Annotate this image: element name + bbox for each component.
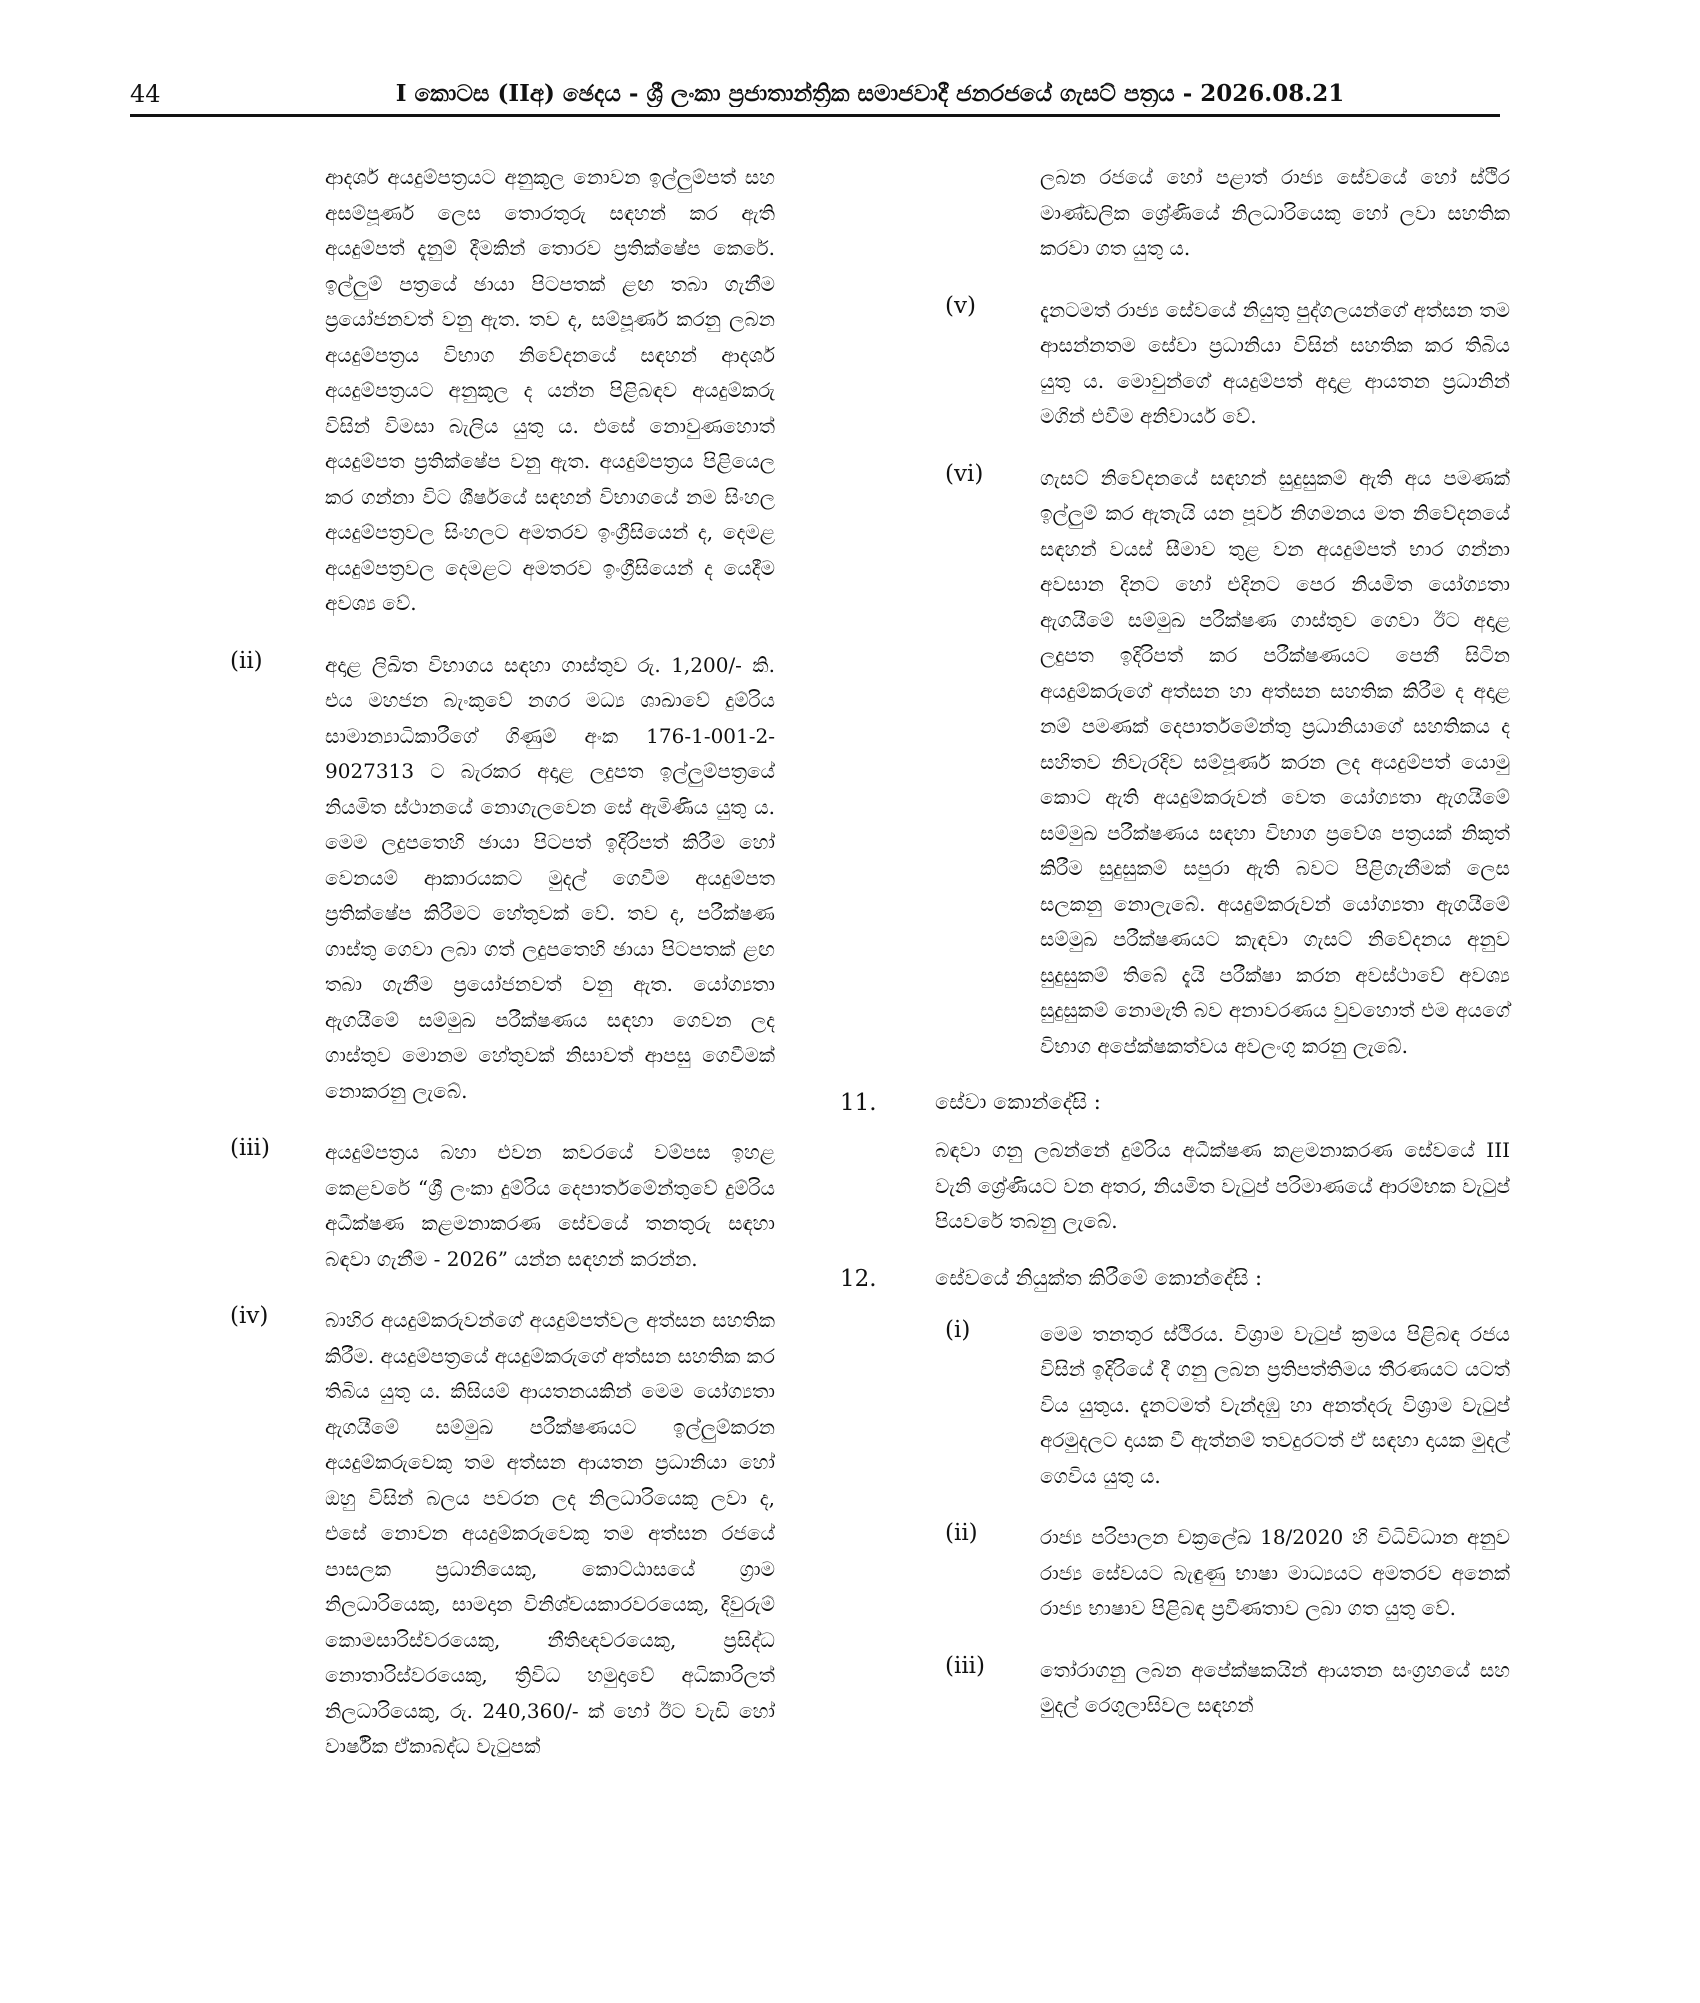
list-item-v	[945, 293, 1510, 435]
left-column	[230, 160, 775, 1791]
list-item-12-ii	[945, 1520, 1510, 1627]
list-item-ii	[230, 648, 775, 1110]
item-number: (iv)	[230, 1303, 269, 1329]
left-intro-paragraph	[230, 160, 775, 622]
section-number: 12.	[840, 1265, 877, 1292]
paragraph-text: ආදර්ශ අයදුම්පත්‍රයට අනුකූල නොවන ඉල්ලුම්පත් සහ අසම්පූර්ණ ලෙස තොරතුරු සඳහන් කර ඇති අයදුම්පත් දැනුම් දීමකින් තොරව ප්‍රතික්ෂේප කෙරේ. ඉල්ලුම් පත්‍රයේ ඡායා පිටපතක් ළඟ තබා ගැනීම ප්‍රයෝජනවත් වනු ඇත. තව ද, සම්පූර්ණ කරනු ලබන අයදුම්පත්‍රය විභාග නිවේදනයේ සඳහන් ආදර්ශ අයදුම්පත්‍රයට අනුකූල ද යන්න පිළිබඳව අයදුම්කරු විසින් විමසා බැලිය යුතු ය. එසේ නොවුණහොත් අයදුම්පත ප්‍රතික්ෂේප වනු ඇත. අයදුම්පත්‍රය පිළියෙල කර ගන්නා විට ශීර්ෂයේ සඳහන් විභාගයේ නම සිංහල අයදුම්පත්‍රවල සිංහලට අමතරව ඉංග්‍රීසියෙන් ද, දෙමළ අයදුම්පත්‍රවල දෙමළට අමතරව ඉංග්‍රීසියෙන් ද යෙදීම අවශ්‍ය වේ.	[325, 165, 775, 615]
list-item-12-i	[945, 1317, 1510, 1495]
right-intro-paragraph	[1040, 160, 1510, 267]
item-text: රාජ්‍ය පරිපාලන චක්‍රලේඛ 18/2020 හි විධිවිධාන අනුව රාජ්‍ය සේවයට බැඳුණු භාෂා මාධ්‍යයට අමතරව අනෙක් රාජ්‍ය භාෂාව පිළිබඳ ප්‍රවීණතාව ලබා ගත යුතු වේ.	[1040, 1525, 1510, 1620]
section-11	[840, 1090, 1510, 1240]
section-title: සේවා කොන්දේසි :	[935, 1090, 1101, 1114]
item-text: ගැසට් නිවේදනයේ සඳහන් සුදුසුකම් ඇති අය පමණක් ඉල්ලුම් කර ඇතැයි යන පූර්ව නිගමනය මත නිවේදනයේ සඳහන් වයස් සීමාව තුළ වන අයදුම්පත් භාර ගන්නා අවසාන දිනට හෝ එදිනට පෙර නියමිත යෝග්‍යතා ඇගයීමේ සම්මුඛ පරීක්ෂණ ගාස්තුව ගෙවා ඊට අදාළ ලදුපත ඉදිරිපත් කර පරීක්ෂණයට පෙනී සිටින අයදුම්කරුගේ අත්සන හා අත්සන සහතික කිරීම ද අදාළ නම් පමණක් දෙපාර්තමේන්තු ප්‍රධානියාගේ සහතිකය ද සහිතව නිවැරදිව සම්පූර්ණ කරන ලද අයදුම්පත් යොමු කොට ඇති අයදුම්කරුවන් වෙත යෝග්‍යතා ඇගයීමේ සම්මුඛ පරීක්ෂණය සඳහා විභාග ප්‍රවේශ පත්‍රයක් නිකුත් කිරීම සුදුසුකම් සපුරා ඇති බවට පිළිගැනීමක් ලෙස සලකනු නොලැබේ. අයදුම්කරුවන් යෝග්‍යතා ඇගයීමේ සම්මුඛ පරීක්ෂණයට කැඳවා ගැසට් නිවේදනය අනුව සුදුසුකම් තිබේ දැයි පරීක්ෂා කරන අවස්ථාවේ අවශ්‍ය සුදුසුකම් නොමැති බව අනාවරණය වුවහොත් එම අයගේ විභාග අපේක්ෂකත්වය අවලංගු කරනු ලැබේ.	[1040, 465, 1510, 1058]
section-text: බඳවා ගනු ලබන්නේ දුම්රිය අධීක්ෂණ කළමනාකරණ සේවයේ III වැනි ශ්‍රේණියට වන අතර, නියමිත වැටුප් පරිමාණයේ ආරම්භක වැටුප් පියවරේ තබනු ලැබේ.	[935, 1138, 1510, 1233]
list-item-iv	[230, 1303, 775, 1765]
item-number: (iii)	[230, 1135, 271, 1161]
section-12	[840, 1266, 1510, 1291]
item-number: (ii)	[945, 1520, 978, 1546]
paragraph-text: ලබන රජයේ හෝ පළාත් රාජ්‍ය සේවයේ හෝ ස්ථිර මාණ්ඩලික ශ්‍රේණියේ නිලධාරියෙකු හෝ ලවා සහතික කරවා ගත යුතු ය.	[1040, 165, 1510, 260]
item-number: (vi)	[945, 460, 984, 487]
item-number: (iii)	[945, 1652, 986, 1679]
list-item-vi	[945, 461, 1510, 1065]
item-text: තෝරාගනු ලබන අපේක්ෂකයින් ආයතන සංග්‍රහයේ සහ මුදල් රෙගුලාසිවල සඳහන්	[1040, 1657, 1510, 1717]
item-text: දැනටමත් රාජ්‍ය සේවයේ නියුතු පුද්ගලයන්ගේ අත්සන තම ආසන්නතම සේවා ප්‍රධානියා විසින් සහතික කර තිබිය යුතු ය. මොවුන්ගේ අයදුම්පත් අදාළ ආයතන ප්‍රධානින් මගින් එවීම අනිවාර්ය වේ.	[1040, 297, 1510, 428]
item-text: බාහිර අයදුම්කරුවන්ගේ අයදුම්පත්වල අත්සන සහතික කිරීම. අයදුම්පත්‍රයේ අයදුම්කරුගේ අත්සන සහතික කර තිබිය යුතු ය. කිසියම් ආයතනයකින් මෙම යෝග්‍යතා ඇගයීමේ සම්මුඛ පරීක්ෂණයට ඉල්ලුම්කරන අයදුම්කරුවෙකු තම අත්සන ආයතන ප්‍රධානියා හෝ ඔහු විසින් බලය පවරන ලද නිලධාරියෙකු ලවා ද, එසේ නොවන අයදුම්කරුවෙකු තම අත්සන රජයේ පාසලක ප්‍රධානියෙකු, කොට්ඨාසයේ ග්‍රාම නිලධාරියෙකු, සාමදාන විනිශ්චයකාරවරයෙකු, දිවුරුම් කොමසාරිස්වරයෙකු, නීතිඥවරයෙකු, ප්‍රසිද්ධ නොතාරිස්වරයෙකු, ත්‍රිවිධ හමුදාවේ අධිකාරිලත් නිලධාරියෙකු, රු. 240,360/- ක් හෝ ඊට වැඩි හෝ වාර්ෂික ඒකාබද්ධ වැටුපක්	[325, 1308, 775, 1758]
section-title: සේවයේ නියුක්ත කිරීමේ කොන්දේසි :	[935, 1265, 1263, 1290]
item-text: අදාළ ලිඛිත විභාගය සඳහා ගාස්තුව රු. 1,200/- කි. එය මහජන බැංකුවේ නගර මධ්‍ය ශාඛාවේ දුම්රිය සාමාන්‍යාධිකාරීගේ ගිණුම් අංක 176-1-001-2-9027313 ට බැරකර අදාළ ලදුපත ඉල්ලුම්පත්‍රයේ නියමිත ස්ථානයේ නොගැලවෙන සේ ඇමිණිය යුතු ය. මෙම ලදුපතෙහි ඡායා පිටපත් ඉදිරිපත් කිරීම හෝ වෙනයම් ආකාරයකට මුදල් ගෙවීම අයදුම්පත ප්‍රතික්ෂේප කිරීමට හේතුවක් වේ. තව ද, පරීක්ෂණ ගාස්තු ගෙවා ලබා ගත් ලදුපතෙහි ඡායා පිටපතක් ළඟ තබා ගැනීම ප්‍රයෝජනවත් වනු ඇත. යෝග්‍යතා ඇගයීමේ සම්මුඛ පරීක්ෂණය සඳහා ගෙවන ලද ගාස්තුව මොනම හේතුවක් නිසාවත් ආපසු ගෙවීමක් නොකරනු ලැබේ.	[325, 652, 775, 1103]
gazette-header-title: I කොටස (IIඅ) ඡෙදය - ශ්‍රී ලංකා ප්‍රජාතාන්ත්‍රික සමාජවාදී ජනරජයේ ගැසට් පත්‍රය - 2026.08.21	[395, 80, 1345, 107]
item-number: (ii)	[230, 647, 263, 674]
page-number: 44	[130, 80, 161, 108]
item-text: අයදුම්පත්‍රය බහා එවන කවරයේ වම්පස ඉහළ කෙළවරේ “ශ්‍රී ලංකා දුම්රිය දෙපාර්තමේන්තුවේ දුම්රිය අධීක්ෂණ කළමනාකරණ සේවයේ තනතුරු සඳහා බඳවා ගැනීම - 2026” යන්න සඳහන් කරන්න.	[325, 1140, 775, 1271]
list-item-12-iii	[945, 1653, 1510, 1724]
header-divider	[130, 114, 1500, 117]
list-item-iii	[230, 1135, 775, 1277]
item-text: මෙම තනතුර ස්ථිරය. විශ්‍රාම වැටුප් ක්‍රමය පිළිබඳ රජය විසින් ඉදිරියේ දී ගනු ලබන ප්‍රතිපත්තිමය තීරණයට යටත් විය යුතුය. දැනටමත් වැන්දඹු හා අනත්දරු විශ්‍රාම වැටුප් අරමුදලට දායක වී ඇත්නම් තවදුරටත් ඒ සඳහා දායක මුදල් ගෙවිය යුතු ය.	[1040, 1321, 1510, 1488]
section-number: 11.	[840, 1090, 877, 1116]
item-number: (v)	[945, 292, 976, 319]
right-column	[840, 160, 1510, 1750]
item-number: (i)	[945, 1316, 971, 1343]
